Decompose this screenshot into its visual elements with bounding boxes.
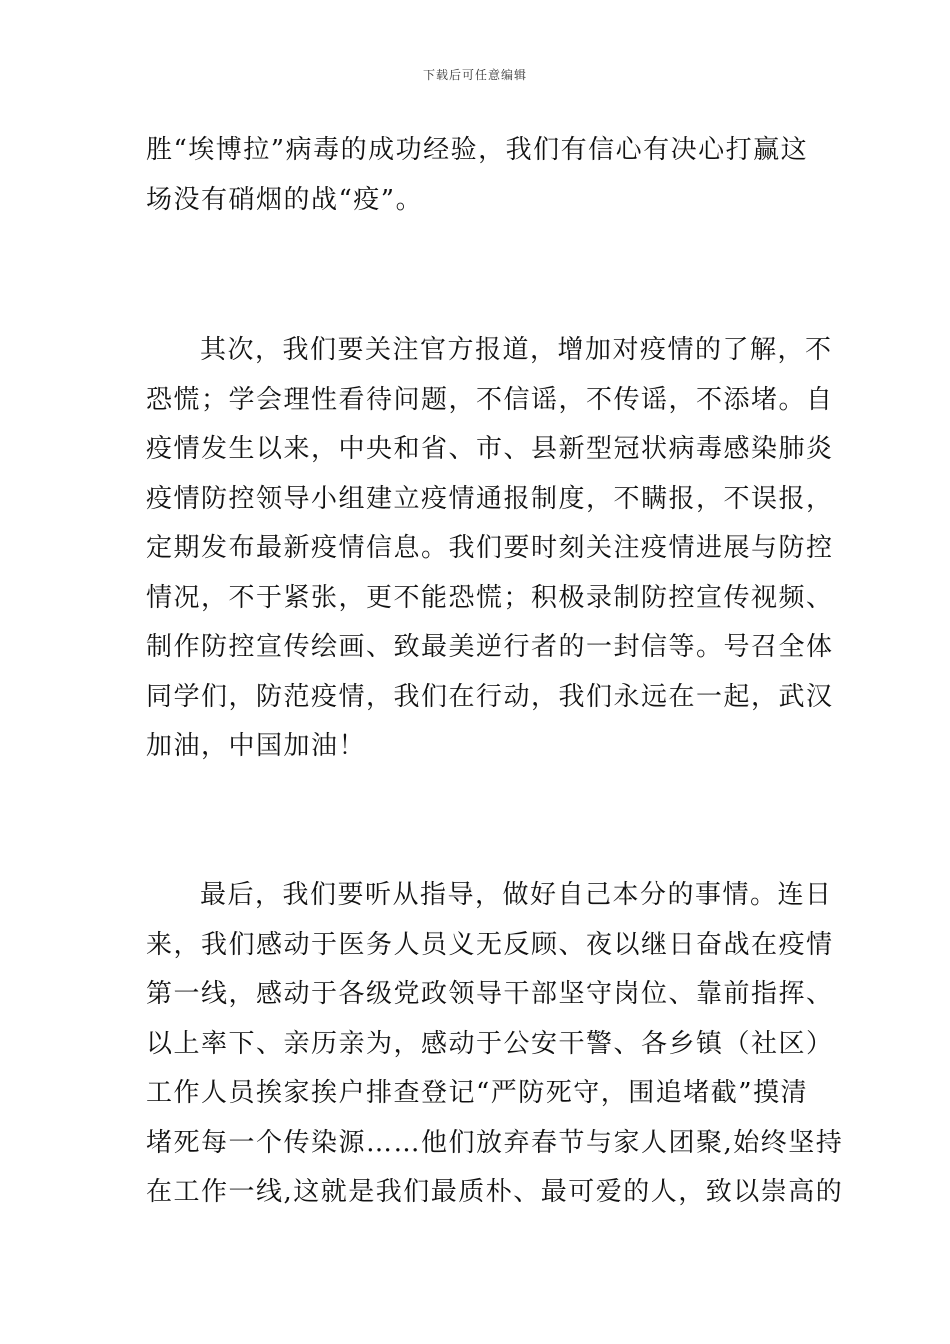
paragraph-line: 堵死每一个传染源……他们放弃春节与家人团聚,始终坚持 [146, 1127, 844, 1158]
paragraph-line: 同学们，防范疫情，我们在行动，我们永远在一起，武汉 [146, 681, 834, 712]
paragraph-line: 最后，我们要听从指导，做好自己本分的事情。连日 [200, 880, 833, 910]
paragraph-line: 工作人员挨家挨户排查登记“严防死守，围追堵截”摸清 [146, 1078, 809, 1108]
paragraph-line: 加油，中国加油！ [146, 731, 367, 761]
paragraph-line: 以上率下、亲历亲为，感动于公安干警、各乡镇（社区） [146, 1028, 834, 1059]
paragraph-line: 第一线，感动于各级党政领导干部坚守岗位、靠前指挥、 [146, 979, 834, 1009]
paragraph-line: 制作防控宣传绘画、致最美逆行者的一封信等。号召全体 [146, 632, 834, 662]
paragraph-second [146, 326, 834, 772]
paragraph-continuation [146, 126, 808, 225]
paragraph-line: 其次，我们要关注官方报道，增加对疫情的了解，不 [200, 335, 833, 365]
paragraph-line: 场没有硝烟的战“疫”。 [146, 184, 424, 215]
paragraph-line: 胜“埃博拉”病毒的成功经验，我们有信心有决心打赢这 [146, 135, 809, 165]
page-header: 下载后可任意编辑 [422, 68, 527, 82]
paragraph-line: 来，我们感动于医务人员义无反顾、夜以继日奋战在疫情 [146, 929, 834, 960]
paragraph-line: 疫情发生以来，中央和省、市、县新型冠状病毒感染肺炎 [146, 434, 834, 464]
paragraph-line: 在工作一线,这就是我们最质朴、最可爱的人，致以崇高的 [146, 1177, 844, 1207]
paragraph-line: 恐慌；学会理性看待问题，不信谣，不传谣，不添堵。自 [146, 384, 834, 415]
paragraph-line: 疫情防控领导小组建立疫情通报制度，不瞒报，不误报， [146, 483, 834, 514]
paragraph-third [146, 871, 844, 1218]
paragraph-line: 情况，不于紧张，更不能恐慌；积极录制防控宣传视频、 [146, 582, 834, 613]
paragraph-line: 定期发布最新疫情信息。我们要时刻关注疫情进展与防控 [146, 533, 834, 563]
